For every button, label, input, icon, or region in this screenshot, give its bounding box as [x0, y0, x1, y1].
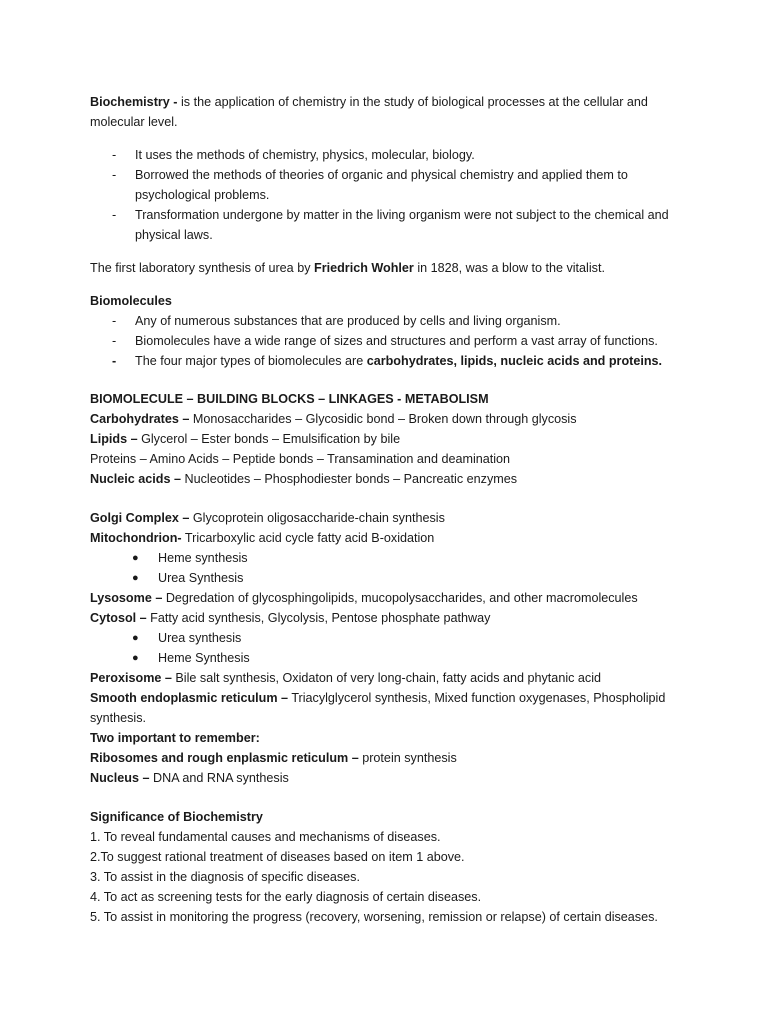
- lipids-line: Lipids – Glycerol – Ester bonds – Emulsification by bile: [90, 432, 401, 446]
- nucleic-acids-line: Nucleic acids – Nucleotides – Phosphodiester bonds – Pancreatic enzymes: [90, 472, 518, 486]
- significance-item: 5. To assist in monitoring the progress (recovery, worsening, remission or relapse) of certain diseases.: [90, 910, 658, 924]
- intro-definition: is the application of chemistry in the study of biological processes at the cellular and molecular level.: [90, 95, 648, 129]
- dash-bullet: -: [112, 314, 117, 328]
- list-item: ● Heme Synthesis: [90, 648, 680, 668]
- cytosol-list: [90, 628, 680, 668]
- bullet-icon: ●: [132, 652, 139, 664]
- wohler-name: Friedrich Wohler: [314, 261, 414, 275]
- urea-paragraph: The first laboratory synthesis of urea by Friedrich Wohler in 1828, was a blow to the vitalist.: [90, 261, 605, 275]
- dash-bullet: -: [112, 354, 117, 368]
- biomolecules-list: [90, 311, 680, 371]
- list-item: - Transformation undergone by matter in the living organism were not subject to the chemical and physical laws.: [90, 205, 680, 245]
- list-item: - The four major types of biomolecules are carbohydrates, lipids, nucleic acids and proteins.: [90, 351, 680, 371]
- significance-item: 3. To assist in the diagnosis of specific diseases.: [90, 870, 360, 884]
- biomolecule-table-header: BIOMOLECULE – BUILDING BLOCKS – LINKAGES - METABOLISM: [90, 392, 489, 406]
- significance-heading: Significance of Biochemistry: [90, 810, 263, 824]
- dash-bullet: -: [112, 334, 117, 348]
- bullet-icon: ●: [132, 632, 139, 644]
- mitochondrion-list: [90, 548, 680, 588]
- peroxisome-line: Peroxisome – Bile salt synthesis, Oxidaton of very long-chain, fatty acids and phytanic acid: [90, 671, 602, 685]
- list-item: - Biomolecules have a wide range of sizes and structures and perform a vast array of functions.: [90, 331, 680, 351]
- list-item: - Any of numerous substances that are produced by cells and living organism.: [90, 311, 680, 331]
- golgi-line: Golgi Complex – Glycoprotein oligosaccharide-chain synthesis: [90, 511, 445, 525]
- cytosol-line: Cytosol – Fatty acid synthesis, Glycolysis, Pentose phosphate pathway: [90, 611, 491, 625]
- bullet-icon: ●: [132, 552, 139, 564]
- proteins-line: Proteins – Amino Acids – Peptide bonds – Transamination and deamination: [90, 452, 511, 466]
- list-item: ● Urea synthesis: [90, 628, 680, 648]
- lysosome-line: Lysosome – Degredation of glycosphingolipids, mucopolysaccharides, and other macromolecules: [90, 591, 638, 605]
- biomolecules-heading: Biomolecules: [90, 294, 172, 308]
- dash-bullet: -: [112, 168, 117, 182]
- list-item: - It uses the methods of chemistry, physics, molecular, biology.: [90, 145, 680, 165]
- smooth-er-line: Smooth endoplasmic reticulum – Triacylglycerol synthesis, Mixed function oxygenases, Phospholipid synthesis.: [90, 691, 666, 725]
- intro-paragraph: [90, 92, 680, 132]
- mitochondrion-line: Mitochondrion- Tricarboxylic acid cycle fatty acid B-oxidation: [90, 531, 435, 545]
- intro-list: [90, 145, 680, 245]
- dash-bullet: -: [112, 208, 117, 222]
- nucleus-line: Nucleus – DNA and RNA synthesis: [90, 771, 289, 785]
- document-body: [90, 92, 680, 927]
- bullet-icon: ●: [132, 572, 139, 584]
- carbohydrates-line: Carbohydrates – Monosaccharides – Glycosidic bond – Broken down through glycosis: [90, 412, 577, 426]
- ribosomes-line: Ribosomes and rough enplasmic reticulum – protein synthesis: [90, 751, 457, 765]
- list-item: - Borrowed the methods of theories of organic and physical chemistry and applied them to psychological problems.: [90, 165, 680, 205]
- significance-item: 4. To act as screening tests for the early diagnosis of certain diseases.: [90, 890, 482, 904]
- significance-item: 1. To reveal fundamental causes and mechanisms of diseases.: [90, 830, 441, 844]
- significance-item: 2.To suggest rational treatment of diseases based on item 1 above.: [90, 850, 465, 864]
- list-item: ● Urea Synthesis: [90, 568, 680, 588]
- term-biochemistry: Biochemistry -: [90, 95, 181, 109]
- remember-heading: Two important to remember:: [90, 731, 260, 745]
- dash-bullet: -: [112, 148, 117, 162]
- list-item: ● Heme synthesis: [90, 548, 680, 568]
